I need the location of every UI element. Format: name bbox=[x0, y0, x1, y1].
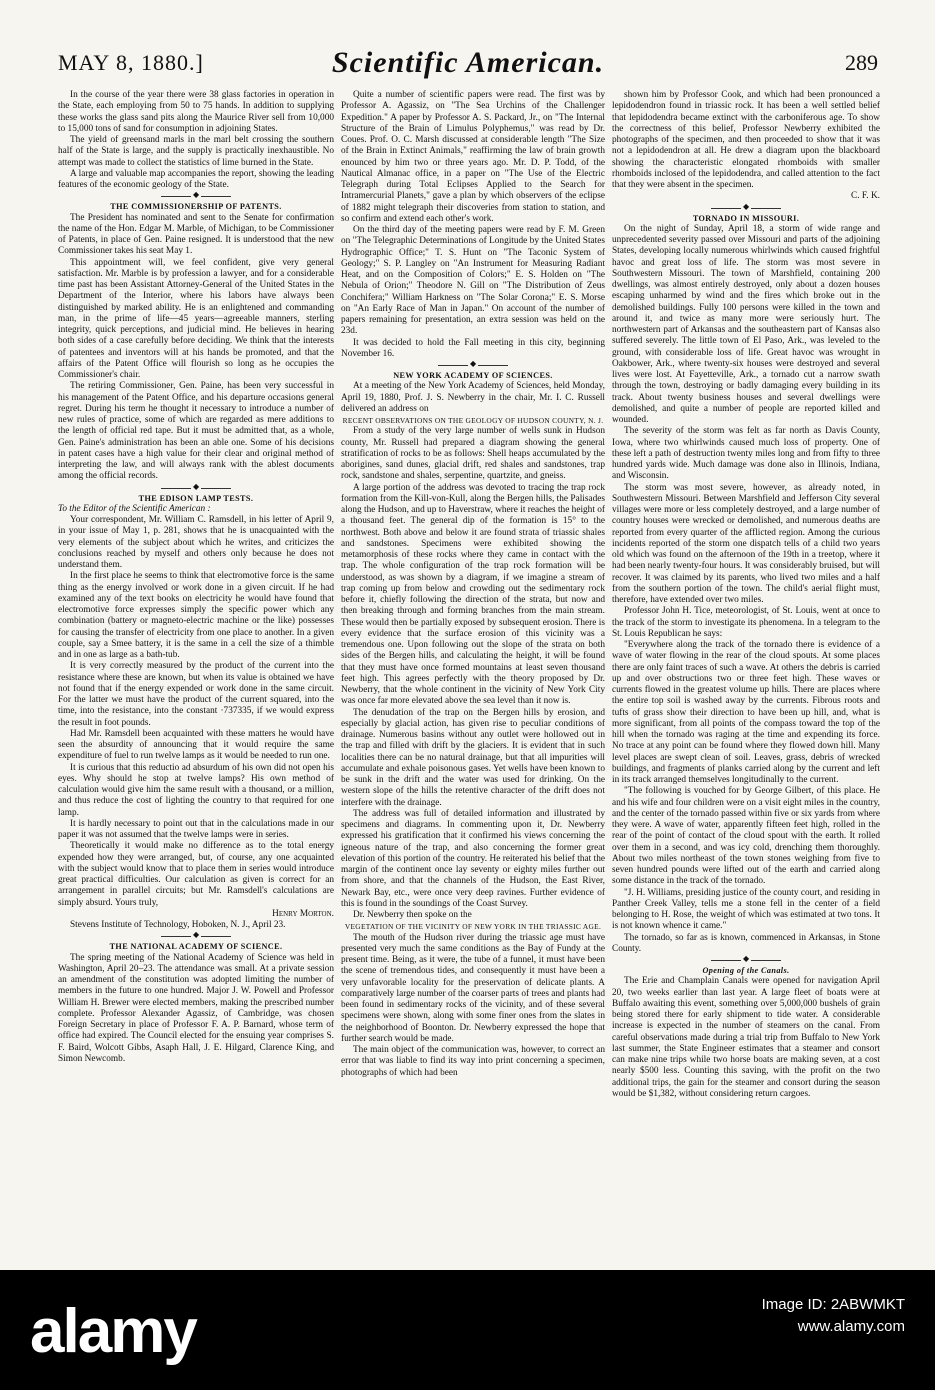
paragraph: It is very correctly measured by the product of the current into the resistance where these are known, but when its value is obtained we have not found that if the energy expended or work done in the same circuit. For the latter we must have the product of the current squared, into the time, into the resistance, into the constant ·737335, if we would express the result in foot pounds. bbox=[58, 661, 334, 728]
section-divider bbox=[711, 208, 781, 209]
paragraph: A large portion of the address was devoted to tracing the trap rock formation from the Kill-von-Kull, along the Bergen hills, the Palisades along the Hudson, and up to Haverstraw, where it reaches the height of a thousand feet. The general dip of the formation is 15° to the northwest. Both above and below it are found strata of triassic shales and sandstones. Specimens were exhibited showing the metamorphosis of these rocks where they came in contact with the trap. The whole configuration of the trap rock formation will be understood, as was shown by a diagram, if we imagine a stream of trap coming up from below and crowding out the sedimentary rock before it, chiefly following the direction of the strata, but now and then breaking through and forming branches from the main stream. These would then be partially exposed by subsequent erosion. There is every evidence that the surface erosion of this vicinity was a tremendous one. Upon following out the slope of the strata on both sides of the Bergen hills, and calculating the height, it will be found that they must have once formed mountains at least seven thousand feet high. This agrees perfectly with the theory proposed by Dr. Newberry, that the whole continent in the vicinity of New York City was once far more elevated above the sea level than it now is. bbox=[341, 482, 605, 707]
paragraph: Theoretically it would make no difference as to the total energy expended how they were arranged, but, of course, any one acquainted with the subject would know that to place them in series would introduce great practical difficulties. Our calculation as given is correct for an arrangement in parallel circuits; but Mr. Ramsdell's calculations are simply absurd. Yours truly, bbox=[58, 841, 334, 908]
paragraph: Dr. Newberry then spoke on the bbox=[353, 910, 472, 920]
paragraph: The President has nominated and sent to the Senate for confirmation the name of the Hon. Edgar M. Marble, of Michigan, to be Commissioner of Patents, in place of Gen. Paine resigned. It is understood that the new Commissioner takes his seat May 1. bbox=[58, 212, 334, 257]
address-line: Stevens Institute of Technology, Hoboken, N. J., April 23. bbox=[70, 920, 286, 930]
image-id bbox=[762, 1294, 905, 1338]
paragraph: It is hardly necessary to point out that in the calculations made in our paper it was not assumed that the twelve lamps were in series. bbox=[58, 818, 334, 840]
section-heading: THE NATIONAL ACADEMY OF SCIENCE. bbox=[109, 942, 283, 952]
salutation: To the Editor of the Scientific American : bbox=[58, 503, 211, 514]
paragraph: "The following is vouched for by George Gilbert, of this place. He and his wife and four children were on a visit eight miles in the country, and the center of the tornado passed within five or six yards from where they were. A wave of water, apparently fifteen feet high, rolled in the rear of the point of contact of the cloud spout with the earth. It rolled over them in a second, and was icy cold, drenching them thoroughly. About two miles northeast of the town stones weighing from five to seven hundred pounds were lifted out of the earth and carried along some distance in the track of the tornado. bbox=[612, 786, 880, 887]
issue-date: MAY 8, 1880.] bbox=[58, 50, 204, 75]
signature: C. F. K. bbox=[851, 191, 880, 202]
paragraph: The spring meeting of the National Academy of Science was held in Washington, April 20–23. The attendance was small. At a private session an amendment of the constitution was adopted limiting the number of members in the future to one hundred. Major J. W. Powell and Professor William H. Brewer were elected members, making the prescribed number complete. Professor Alexander Agassiz, of Cambridge, was chosen Foreign Secretary in place of Professor F. A. P. Barnard, whose term of office had expired. The Council elected for the ensuing year comprises S. F. Baird, Wolcott Gibbs, Asaph Hall, J. E. Hilgard, Clarence King, and Simon Newcomb. bbox=[58, 952, 334, 1064]
section-heading: THE EDISON LAMP TESTS. bbox=[138, 493, 254, 503]
column-2 bbox=[341, 90, 605, 1265]
paragraph: On the night of Sunday, April 18, a storm of wide range and unprecedented severity passed over Missouri and parts of the adjoining States, developing locally numerous whirlwinds which caused frightful havoc and great loss of life. The storm was most severe in Southwestern Missouri. The town of Marshfield, containing 200 dwellings, was almost entirely destroyed, only about a dozen houses escaping unharmed by wind and the fires which broke out in the demolished buildings. Fully 100 persons were killed in the town and around it, and twice as many more were seriously hurt. The northwestern part of Arkansas and the southeastern part of Kansas also suffered severely. The little town of El Paso, Ark., was leveled to the ground, with considerable loss of life. Great havoc was wrought in Oakbower, Ark., where twenty-six houses were destroyed and several lives were lost. At Fayetteville, Ark., a tornado cut a narrow swath through the town, destroying or badly damaging every building in its track. About twenty business houses and several dwellings were demolished, and quite a number of people are reported killed and wounded. bbox=[612, 223, 880, 425]
page-number: 289 bbox=[845, 50, 878, 75]
paragraph: "J. H. Williams, presiding justice of the county court, and residing in Panther Creek Valley, tells me a stone fell in the center of a field belonging to H. Rose, the weight of which was estimated at two tons. It is not known whence it came." bbox=[612, 887, 880, 932]
paragraph: The tornado, so far as is known, commenced in Arkansas, in Stone County. bbox=[612, 932, 880, 954]
paragraph: Quite a number of scientific papers were read. The first was by Professor A. Agassiz, on "The Sea Urchins of the Challenger Expedition." A paper by Professor A. S. Packard, Jr., on "The Internal Structure of the Brain of Limulus Polyphemus," was read by Dr. Coues. Prof. O. C. Marsh discussed at considerable length "The Size of the Brain in Extinct Animals," reaffirming the law of brain growth enounced by him two or three years ago. Mr. D. P. Todd, of the Nautical Almanac office, in a paper on "The Use of the Electric Telegraph during Total Eclipses Applied to the Search for Intramercurial Planets," gave a plan by which observers of the eclipse of 1882 might telegraph their discoveries from station to station, and so confirm and extend each other's work. bbox=[341, 90, 605, 224]
paragraph: Had Mr. Ramsdell been acquainted with these matters he would have seen the absurdity of announcing that it would require the same expenditure of fuel to run twelve lamps as it would be needed to run one. bbox=[58, 728, 334, 762]
paragraph: "Everywhere along the track of the tornado there is evidence of a wave of water flowing in the rear of the cloud spouts. At some places there are only faint traces of such a wave. At others the debris is carried up and over obstructions two or three feet high. These waves or currents flowed in the greatest volume up hills. There are places where the entire top soil is washed away by the currents. Fibrous roots and tufts of grass show their direction to have been up hill, and, what is more significant, from all points of the compass toward the top of the hill when the tornado was raging at the time and expending its force. No trace at any point can be found where they flowed down hill. Many level places are swept clean of soil. Leaves, grass, debris of wrecked buildings, and fragments of planks carried along by the current and left in its track arranged themselves longitudinally to the current. bbox=[612, 640, 880, 785]
paragraph: The severity of the storm was felt as far north as Davis County, Iowa, where two whirlwinds caused much loss of property. One of these left a path of destruction twenty miles long and from fifty to three hundred yards wide. Much damage was done also in Illinois, Indiana, and Wisconsin. bbox=[612, 426, 880, 482]
subheading: RECENT OBSERVATIONS ON THE GEOLOGY OF HUDSON COUNTY, N. J. bbox=[342, 416, 604, 425]
alamy-logo: alamy bbox=[30, 1297, 196, 1366]
site-url: www.alamy.com bbox=[797, 1318, 905, 1335]
section-divider bbox=[161, 196, 231, 197]
paragraph: In the first place he seems to think that electromotive force is the same thing as the energy involved or work done in a given circuit. If he had examined any of the text books on electricity he would have found that electromotive force expresses simply the specific power which any combination (battery or magneto-electric machine or the like) possesses for causing the transfer of electricity from one place to another. In a given couple, say a Smee battery, it is the same in a cell the size of a thimble and in one as large as a bath-tub. bbox=[58, 571, 334, 660]
section-divider bbox=[711, 960, 781, 961]
paragraph: It is curious that this reductio ad absurdum of his own did not open his eyes. Why should he stop at twelve lamps? His own method of calculation would give him the same result with a thousand, or a million, and thus reduce the cost of lighting the country to that required for one lamp. bbox=[58, 762, 334, 818]
image-id-line: Image ID: 2ABWMKT bbox=[761, 1296, 905, 1313]
column-1 bbox=[58, 90, 334, 1265]
section-divider bbox=[161, 488, 231, 489]
section-heading: THE COMMISSIONERSHIP OF PATENTS. bbox=[110, 202, 282, 212]
stock-watermark-bar bbox=[0, 1270, 935, 1390]
paragraph: It was decided to hold the Fall meeting in this city, beginning November 16. bbox=[341, 337, 605, 359]
paragraph: The storm was most severe, however, as already noted, in Southwestern Missouri. Between Marshfield and Jefferson City several villages were more or less completely destroyed, and a large number of country houses were wrecked or demolished, and numerous deaths are reported from every quarter of the afflicted region. Among the curious incidents reported of the storm one dispatch tells of a child two years old which was found on the afternoon of the 19th in a treetop, where it had been nearly twenty-four hours. It was considerably bruised, but will recover. It was claimed by its parents, who lived two miles and a half from the southern portion of the town. The child's aerial flight must, therefore, have extended over two miles. bbox=[612, 482, 880, 605]
paragraph: Your correspondent, Mr. William C. Ramsdell, in his letter of April 9, in your issue of May 1, p. 281, shows that he is unacquainted with the very elements of the subject about which he writes, and criticizes the conclusions reached by myself and others only because he does not understand them. bbox=[58, 515, 334, 570]
subheading: VEGETATION OF THE VICINITY OF NEW YORK IN THE TRIASSIC AGE. bbox=[344, 922, 602, 932]
paragraph: This appointment will, we feel confident, give very general satisfaction. Mr. Marble is by profession a lawyer, and for a considerable time past has been Assistant Attorney-General of the United States in the Department of the Interior, where his labors have always been distinguished by marked ability. He is an enlightened and commanding man, in the prime of life—45 years—agreeable manners, sterling integrity, quick perceptions, and judicial mind. He believes in hearing both sides of a case carefully before deciding. We think that the interests of patentees and inventors will at his hands be promoted, and that the affairs of the Patent Office will flourish so long as he occupies the Commissioner's chair. bbox=[58, 257, 334, 380]
paragraph: The retiring Commissioner, Gen. Paine, has been very successful in his management of the Patent Office, and his departure occasions general regret. During his term he thought it necessary to introduce a number of new rules of practice, some of which are regarded as mere additions to the length of official red tape. But it must be admitted that, as a whole, Gen. Paine's administration has been an able one. Some of his decisions in patent cases have a high value for their clear and original method of interpreting the law, and will always rank with the ablest documents among the official records. bbox=[58, 381, 334, 482]
section-heading: NEW YORK ACADEMY OF SCIENCES. bbox=[393, 371, 553, 380]
paragraph: From a study of the very large number of wells sunk in Hudson county, Mr. Russell had prepared a diagram showing the general stratification of rocks to be as follows: Shell heaps accumulated by the aborigines, sand dunes, glacial drift, red shales and sandstones, trap rock, sandstone and shales, serpentine, quartzite, and gneiss. bbox=[341, 426, 605, 482]
paragraph: Professor John H. Tice, meteorologist, of St. Louis, went at once to the track of the storm to investigate its phenomena. In a telegram to the St. Louis Republican he says: bbox=[612, 606, 880, 639]
masthead-title: Scientific American. bbox=[331, 46, 605, 79]
paragraph: The yield of greensand marls in the marl belt crossing the southern half of the State is large, and the supply is practically inexhaustible. No attempt was made to collect the statistics of lime burned in the State. bbox=[58, 135, 334, 168]
paragraph: A large and valuable map accompanies the report, showing the leading features of the economic geology of the State. bbox=[58, 168, 334, 190]
paragraph: On the third day of the meeting papers were read by F. M. Green on "The Telegraphic Determinations of Longitude by the United States Hydrographic Office;" T. S. Hunt on "The Taconic System of Geology;" S. P. Langley on "An Instrument for Measuring Radiant Heat, and on the Composition of Colors;" E. S. Holden on "The Nebula of Orion;" Theodore N. Gill on "The Distribution of Zeus Conchifera;" William Harkness on "The Solar Corona;" E. S. Morse on "An Early Race of Man in Japan." On account of the number of papers remaining for presentation, an extra session was held on the 23d. bbox=[341, 225, 605, 337]
paragraph: The address was full of detailed information and illustrated by specimens and diagrams. In commenting upon it, Dr. Newberry expressed his gratification that it confirmed his views concerning the igneous nature of the trap, and also concerning the former great elevation of this portion of the country. He reiterated his belief that the margin of the continent once lay seventy or eighty miles further out from shore, and that the channels of the Hudson, the East River, Newark Bay, etc., were once very deep ravines. Further evidence of this is found in the soundings of the Coast Survey. bbox=[341, 808, 605, 909]
page-header bbox=[58, 46, 878, 86]
paragraph: The Erie and Champlain Canals were opened for navigation April 20, two weeks earlier than last year. A large fleet of boats were at Buffalo awaiting this event, something over 5,000,000 bushels of grain being stored there for early shipment to tide water. A considerable increase is expected in the number of steamers on the canal. From careful observations made during a trial trip from Buffalo to New York last summer, the State Engineer estimates that a steamer and consort can make nine trips while two horse boats are making seven, at a cost nearly $500 less. Counting this saving, with the profit on the two additional trips, the gain for the steamer and consort during the season would be $1,382, without considering return cargoes. bbox=[612, 976, 880, 1099]
paragraph: The mouth of the Hudson river during the triassic age must have presented very much the same conditions as the Bay of Fundy at the present time. Being, as it were, the tube of a funnel, it must have been the scene of tremendous tides, and consequently it must have been a very unfavorable locality for the preservation of delicate plants. A comparatively large number of the coarser parts of trees and plants had been found in sedimentary rocks of the vicinity, and of these several specimens were shown, along with some finer ones from the slates in the neighborhood of Boonton. Dr. Newberry expressed the hope that further search would be made. bbox=[341, 932, 605, 1044]
paragraph: shown him by Professor Cook, and which had been pronounced a lepidodendron found in triassic rock. It has been a well settled belief that lepidodendra became extinct with the carboniferous age. To show the correctness of this belief, Professor Newberry exhibited the photographs of the specimen, and then proceeded to show that it was not a lepidodendron at all. He drew a diagram upon the blackboard showing the characteristic elongated rhomboids with smaller rhomboids inclosed of the lepidodendra, and called attention to the fact that they were absent in the specimen. bbox=[612, 90, 880, 190]
signature: Henry Morton. bbox=[272, 908, 334, 919]
paragraph: The denudation of the trap on the Bergen hills by erosion, and especially by glacial action, has given rise to peculiar conditions of drainage. Numerous basins without any outlet were hollowed out in the trap and filled with drift by the glaciers. It is evident that in such localities there can be no natural drainage, but that all impurities will accumulate and exhale poisonous gases. Yet wells have been known to be sunk in the drift and the water was used for drinking. On the western slope of the hills the retentive character of the drift does not interfere with the drainage. bbox=[341, 707, 605, 808]
paragraph: In the course of the year there were 38 glass factories in operation in the State, each employing from 50 to 75 hands. In addition to supplying these works the glass sand pits along the Maurice River sell from 10,000 to 15,000 tons of sand for consumption in adjoining States. bbox=[58, 90, 334, 134]
paragraph: At a meeting of the New York Academy of Sciences, held Monday, April 19, 1880, Prof. J. S. Newberry in the chair, Mr. I. C. Russell delivered an address on bbox=[341, 381, 605, 414]
section-heading: TORNADO IN MISSOURI. bbox=[692, 213, 800, 223]
section-heading: Opening of the Canals. bbox=[702, 966, 790, 975]
paragraph: The main object of the communication was, however, to correct an error that was liable to find its way into print concerning a specimen, photographs of which had been bbox=[341, 1045, 605, 1078]
section-divider bbox=[161, 936, 231, 937]
section-divider bbox=[438, 365, 508, 366]
column-3 bbox=[612, 90, 880, 1265]
